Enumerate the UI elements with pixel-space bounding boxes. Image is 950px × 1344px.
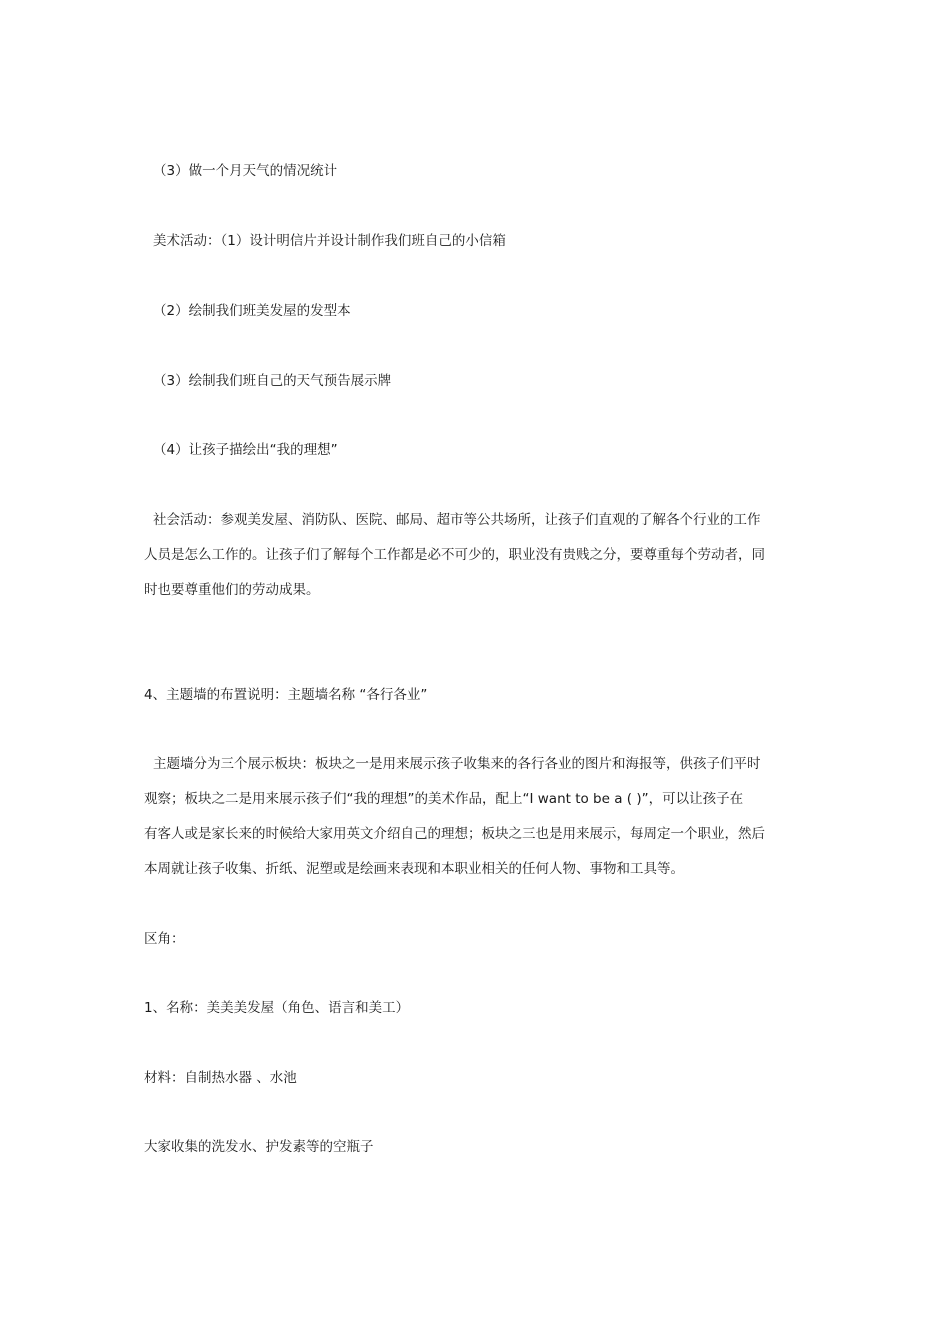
materials-line: 材料：自制热水器 、水池 [144,1070,297,1086]
theme-wall-desc-line-1: 主题墙分为三个展示板块：板块之一是用来展示孩子收集来的各行各业的图片和海报等，供孩子们平时 [153,756,761,772]
corner-1-name: 1、名称：美美美发屋（角色、语言和美工） [144,1000,410,1016]
art-item-2: （2）绘制我们班美发屋的发型本 [153,303,351,319]
art-item-4: （4）让孩子描绘出“我的理想” [153,442,338,458]
social-activity-line-2: 人员是怎么工作的。让孩子们了解每个工作都是必不可少的，职业没有贵贱之分，要尊重每个劳动者，同 [144,547,765,563]
theme-wall-desc-line-4: 本周就让孩子收集、折纸、泥塑或是绘画来表现和本职业相关的任何人物、事物和工具等。 [144,861,684,877]
art-item-3: （3）绘制我们班自己的天气预告展示牌 [153,373,392,389]
theme-wall-desc-line-2: 观察；板块之二是用来展示孩子们“我的理想”的美术作品，配上“I want to be a ( )”，可以让孩子在 [144,791,744,807]
weather-stats-line: （3）做一个月天气的情况统计 [153,163,338,179]
corner-heading: 区角： [144,931,185,947]
collected-bottles-line: 大家收集的洗发水、护发素等的空瓶子 [144,1139,374,1155]
art-activity-line: 美术活动：（1）设计明信片并设计制作我们班自己的小信箱 [153,233,506,249]
theme-wall-heading: 4、主题墙的布置说明：主题墙名称 “各行各业” [144,687,428,703]
theme-wall-desc-line-3: 有客人或是家长来的时候给大家用英文介绍自己的理想；板块之三也是用来展示，每周定一个职业，然后 [144,826,765,842]
social-activity-line-3: 时也要尊重他们的劳动成果。 [144,582,320,598]
social-activity-line-1: 社会活动：参观美发屋、消防队、医院、邮局、超市等公共场所，让孩子们直观的了解各个行业的工作 [153,512,761,528]
